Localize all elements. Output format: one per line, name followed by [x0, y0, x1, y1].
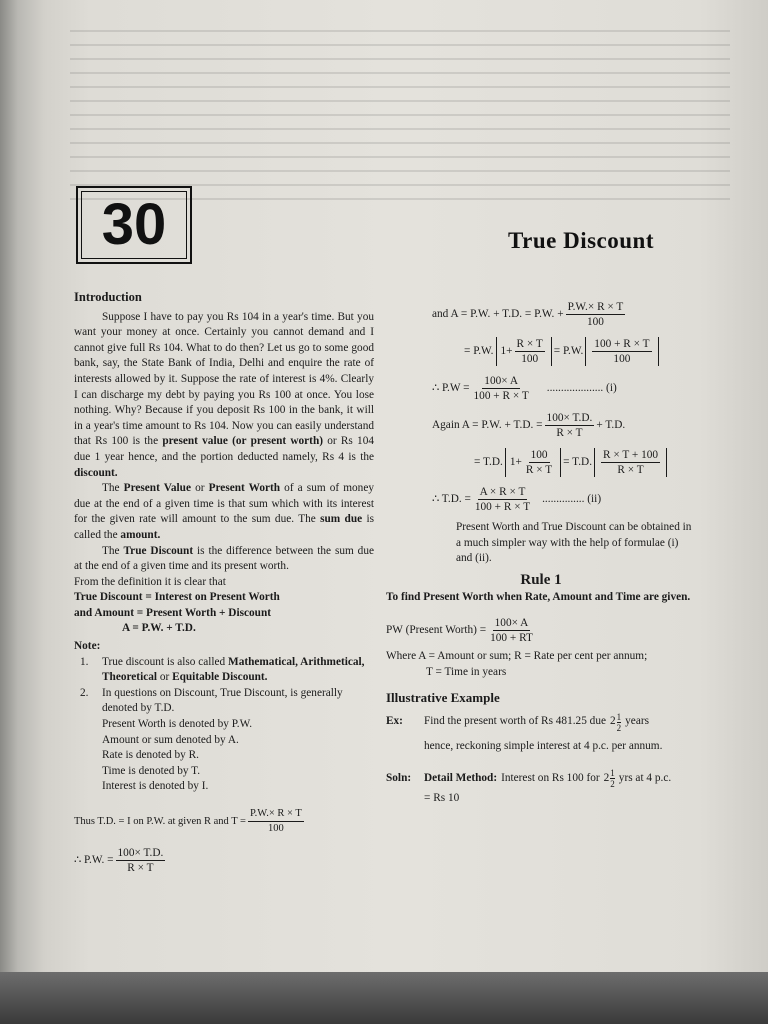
pw-formula: ∴ P.W. = $\frac{100\times T.D.}{R \times T}$ [74, 847, 164, 874]
td-formula: Thus T.D. = I on P.W. at given R and T = $\frac{P.W.\times R \times T}{100}$ [74, 808, 302, 834]
intro-paragraph-3: The True Discount is the difference between the sum due at the end of a given time and its present worth. [74, 544, 374, 573]
bleed-through-text [70, 30, 730, 200]
summary-text: Present Worth and True Discount can be obtained in a much simpler way with the help of formulae (i) and (ii). [456, 521, 692, 565]
note-item-1: 1. True discount is also called Mathematical, Arithmetical, Theoretical or Equitable Discount. [80, 655, 365, 684]
equation-true-discount: ∴ T.D. = $\frac{A \times R \times T}{100 + R \times T}$ ............... (ii) [432, 486, 602, 513]
chapter-title: True Discount [508, 228, 654, 253]
equation-amount-expanded: = P.W. 1+ $\frac{R \times T}{100}$ = P.W. $\frac{100 + R \times T}{100}$ [386, 337, 696, 366]
note-label: Note: [74, 640, 101, 653]
rule-subtitle: To find Present Worth when Rate, Amount and Time are given. [386, 591, 691, 604]
definition-line-2: and Amount = Present Worth + Discount [74, 606, 271, 619]
equation-present-worth: ∴ P.W = $\frac{100\times A}{100 + R \times T}$ .................... (i) [432, 375, 617, 402]
chapter-number: 30 [101, 192, 167, 257]
where-line-1: Where A = Amount or sum; R = Rate per cent per annum; [386, 649, 648, 662]
equation-again-amount: Again A = P.W. + T.D. = $\frac{100\times T.D.}{R \times T}$ + T.D. [432, 412, 626, 439]
example-line: Ex: Find the present worth of Rs 481.25 due 2 1 2 years [386, 711, 649, 733]
definition-line-3: A = P.W. + T.D. [122, 622, 196, 635]
notes-list [74, 655, 374, 795]
intro-paragraph-4: From the definition it is clear that [74, 575, 226, 588]
chapter-number-box [76, 186, 192, 264]
rule-formula: PW (Present Worth) = $\frac{100\times A}{100 + RT}$ [386, 616, 533, 644]
where-line-2: T = Time in years [426, 665, 507, 678]
solution-line: Soln: Detail Method: Interest on Rs 100 for 2 1 2 yrs at 4 p.c. [386, 768, 672, 790]
solution-result: = Rs 10 [424, 792, 460, 805]
intro-heading: Introduction [74, 290, 142, 304]
intro-paragraph-1: Suppose I have to pay you Rs 104 in a year's time. But you want your money at once. Certainly you cannot demand and I cannot give full Rs 104. What to do then? Let us go to some good bank, say, the State Bank of India, Delhi and enquire the rate of interests allowed by it. Suppose the rate of interest is 4%. Clearly I can discharge my debt by paying you Rs 100 at once. You lose nothing. Why? Because if you deposit Rs 100 in the bank, it will in a year's time amount to Rs 104. Now you can easily understand that Rs 100 is the present value (or present worth) or Rs 104 due 1 year hence, and the portion deducted namely, Rs 4 is the discount. [74, 310, 374, 479]
illustrative-heading: Illustrative Example [386, 690, 500, 706]
note-item-2: 2. In questions on Discount, True Discount, is generally denoted by T.D. Present Worth is denoted by P.W. Amount or sum denoted by A. Rate is denoted by R. Time is denoted by T. Interest is denoted by I. [80, 686, 343, 793]
right-column [386, 300, 696, 807]
definition-line-1: True Discount = Interest on Present Worth [74, 591, 280, 604]
scanner-edge [0, 972, 768, 1024]
left-column [74, 290, 374, 875]
rule-title: Rule 1 [520, 571, 562, 588]
intro-paragraph-2: The Present Value or Present Worth of a sum of money due at the end of a given time is that sum which with its interest for the given rate will amount to the sum due. The sum due is called the amount. [74, 482, 374, 541]
example-continuation: hence, reckoning simple interest at 4 p.c. per annum. [424, 739, 663, 752]
equation-td-expanded: = T.D. 1+ $\frac{100}{R \times T}$ = T.D. $\frac{R \times T + 100}{R \times T}$ [386, 448, 696, 477]
equation-amount: and A = P.W. + T.D. = P.W. + $\frac{P.W.\times R \times T}{100}$ [432, 301, 624, 328]
